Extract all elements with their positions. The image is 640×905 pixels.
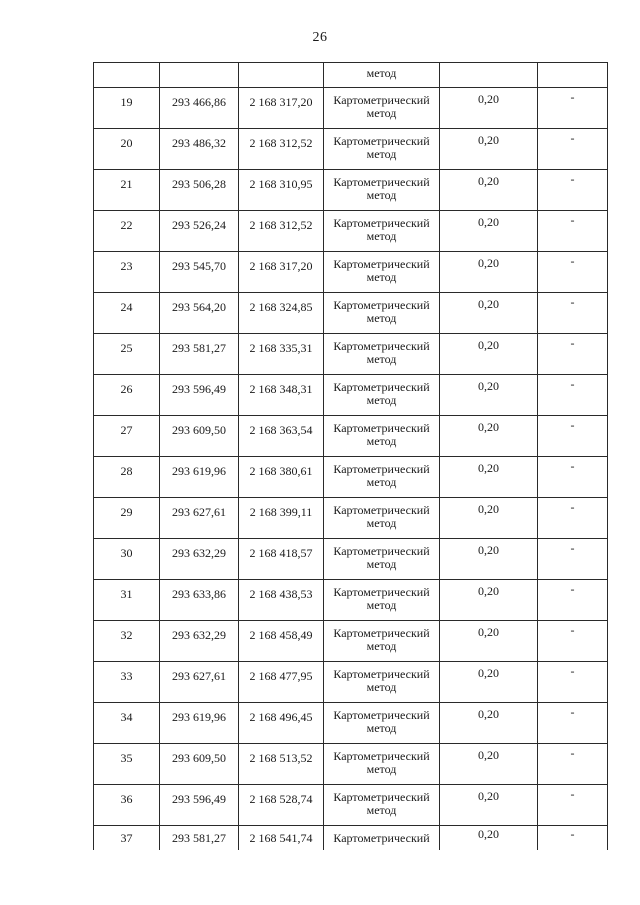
table-row [94,375,608,416]
cell-x-coordinate [160,63,239,88]
accuracy-value: 0,20 [478,379,499,393]
coordinates-table-body [94,63,608,851]
point-number: 23 [120,259,133,273]
cell-x-coordinate [160,744,239,785]
x-coordinate: 293 632,29 [172,628,226,642]
cell-method [324,539,440,580]
x-coordinate: 293 596,49 [172,792,226,806]
cell-x-coordinate [160,170,239,211]
coordinates-table [93,62,608,850]
cell-y-coordinate [239,129,324,170]
x-coordinate: 293 526,24 [172,218,226,232]
table-row [94,662,608,703]
cell-method [324,703,440,744]
table-row-continuation [94,63,608,88]
method-line-2: метод [366,270,397,284]
cell-y-coordinate [239,211,324,252]
cell-x-coordinate [160,703,239,744]
cell-accuracy [440,457,538,498]
x-coordinate: 293 633,86 [172,587,226,601]
method-line-2: метод [366,721,397,735]
description-value: - [570,787,575,801]
method-continuation-text: метод [366,66,397,80]
cell-x-coordinate [160,88,239,129]
cell-accuracy [440,785,538,826]
cell-y-coordinate [239,416,324,457]
cell-method [324,498,440,539]
method-line-2: метод [366,311,397,325]
cell-accuracy [440,621,538,662]
method-line-1: Картометрический [333,462,430,476]
cell-method [324,63,440,88]
cell-point-number [94,703,160,744]
x-coordinate: 293 627,61 [172,669,226,683]
method-line-2: метод [366,516,397,530]
cell-description [538,88,608,129]
cell-description [538,375,608,416]
accuracy-value: 0,20 [478,543,499,557]
cell-method [324,334,440,375]
y-coordinate: 2 168 310,95 [249,177,313,191]
cell-x-coordinate [160,826,239,851]
cell-accuracy [440,744,538,785]
y-coordinate: 2 168 438,53 [249,587,313,601]
cell-method [324,416,440,457]
table-row [94,744,608,785]
method-line-2: метод [366,639,397,653]
cell-point-number [94,785,160,826]
method-line-2: метод [366,762,397,776]
cell-point-number [94,88,160,129]
y-coordinate: 2 168 528,74 [249,792,313,806]
cell-y-coordinate [239,63,324,88]
cell-point-number [94,744,160,785]
table-row [94,457,608,498]
cell-accuracy [440,539,538,580]
table-row [94,539,608,580]
y-coordinate: 2 168 317,20 [249,95,313,109]
y-coordinate: 2 168 312,52 [249,218,313,232]
cell-y-coordinate [239,744,324,785]
description-value: - [570,295,575,309]
x-coordinate: 293 564,20 [172,300,226,314]
y-coordinate: 2 168 317,20 [249,259,313,273]
cell-accuracy [440,826,538,851]
table-row [94,826,608,851]
cell-point-number [94,334,160,375]
cell-y-coordinate [239,826,324,851]
cell-accuracy [440,170,538,211]
cell-y-coordinate [239,170,324,211]
y-coordinate: 2 168 324,85 [249,300,313,314]
table-row [94,580,608,621]
y-coordinate: 2 168 399,11 [249,505,313,519]
accuracy-value: 0,20 [478,748,499,762]
y-coordinate: 2 168 335,31 [249,341,313,355]
point-number: 20 [120,136,133,150]
point-number: 26 [120,382,133,396]
cell-method [324,621,440,662]
cell-accuracy [440,580,538,621]
cell-description [538,621,608,662]
cell-description [538,703,608,744]
table-row [94,621,608,662]
method-line-1: Картометрический [333,339,430,353]
table-row [94,293,608,334]
cell-y-coordinate [239,457,324,498]
accuracy-value: 0,20 [478,707,499,721]
table-row [94,416,608,457]
method-line-2: метод [366,229,397,243]
table-row [94,785,608,826]
accuracy-value: 0,20 [478,789,499,803]
point-number: 36 [120,792,133,806]
cell-x-coordinate [160,334,239,375]
y-coordinate: 2 168 348,31 [249,382,313,396]
x-coordinate: 293 619,96 [172,710,226,724]
point-number: 24 [120,300,133,314]
cell-accuracy [440,498,538,539]
method-line-2: метод [366,557,397,571]
table-row [94,129,608,170]
description-value: - [570,582,575,596]
x-coordinate: 293 596,49 [172,382,226,396]
cell-method [324,211,440,252]
y-coordinate: 2 168 363,54 [249,423,313,437]
cell-point-number [94,416,160,457]
cell-accuracy [440,88,538,129]
cell-point-number [94,539,160,580]
cell-x-coordinate [160,785,239,826]
table-row [94,88,608,129]
table-row [94,703,608,744]
cell-x-coordinate [160,498,239,539]
description-value: - [570,336,575,350]
x-coordinate: 293 545,70 [172,259,226,273]
cell-x-coordinate [160,416,239,457]
x-coordinate: 293 466,86 [172,95,226,109]
method-line-1: Картометрический [333,175,430,189]
method-line-1: Картометрический [333,626,430,640]
cell-description [538,63,608,88]
method-line-1: Картометрический [333,298,430,312]
point-number: 37 [120,831,133,845]
cell-point-number [94,129,160,170]
table-row [94,211,608,252]
cell-x-coordinate [160,293,239,334]
cell-description [538,457,608,498]
method-line-2: метод [366,147,397,161]
cell-point-number [94,63,160,88]
cell-description [538,252,608,293]
method-line-2: метод [366,393,397,407]
description-value: - [570,623,575,637]
cell-description [538,498,608,539]
method-line-2: метод [366,475,397,489]
cell-x-coordinate [160,252,239,293]
accuracy-value: 0,20 [478,666,499,680]
cell-method [324,129,440,170]
point-number: 31 [120,587,133,601]
x-coordinate: 293 632,29 [172,546,226,560]
method-line-2: метод [366,803,397,817]
cell-method [324,662,440,703]
point-number: 22 [120,218,133,232]
method-line-1: Картометрический [333,585,430,599]
cell-x-coordinate [160,621,239,662]
description-value: - [570,705,575,719]
method-line-2: метод [366,352,397,366]
cell-y-coordinate [239,539,324,580]
description-value: - [570,213,575,227]
y-coordinate: 2 168 513,52 [249,751,313,765]
cell-accuracy [440,293,538,334]
accuracy-value: 0,20 [478,338,499,352]
table-row [94,252,608,293]
cell-x-coordinate [160,375,239,416]
cell-y-coordinate [239,375,324,416]
accuracy-value: 0,20 [478,174,499,188]
method-line-1: Картометрический [333,708,430,722]
x-coordinate: 293 627,61 [172,505,226,519]
description-value: - [570,131,575,145]
cell-method [324,88,440,129]
accuracy-value: 0,20 [478,625,499,639]
cell-y-coordinate [239,88,324,129]
cell-x-coordinate [160,662,239,703]
description-value: - [570,90,575,104]
method-line-1: Картометрический [333,93,430,107]
cell-y-coordinate [239,785,324,826]
point-number: 28 [120,464,133,478]
cell-y-coordinate [239,580,324,621]
cell-point-number [94,457,160,498]
cell-method [324,580,440,621]
method-line-2: метод [366,598,397,612]
description-value: - [570,254,575,268]
x-coordinate: 293 619,96 [172,464,226,478]
cell-description [538,744,608,785]
method-line-1: Картометрический [333,544,430,558]
method-line-1: Картометрический [333,790,430,804]
cell-x-coordinate [160,129,239,170]
cell-method [324,826,440,851]
point-number: 34 [120,710,133,724]
method-line-1: Картометрический [333,503,430,517]
cell-method [324,785,440,826]
x-coordinate: 293 581,27 [172,831,226,845]
cell-x-coordinate [160,580,239,621]
y-coordinate: 2 168 418,57 [249,546,313,560]
y-coordinate: 2 168 458,49 [249,628,313,642]
method-line-1: Картометрический [333,831,430,845]
description-value: - [570,500,575,514]
page-number: 26 [312,30,328,45]
cell-y-coordinate [239,703,324,744]
cell-accuracy [440,129,538,170]
cell-y-coordinate [239,498,324,539]
y-coordinate: 2 168 496,45 [249,710,313,724]
accuracy-value: 0,20 [478,461,499,475]
point-number: 32 [120,628,133,642]
cell-x-coordinate [160,211,239,252]
table-row [94,498,608,539]
method-line-2: метод [366,188,397,202]
description-value: - [570,418,575,432]
accuracy-value: 0,20 [478,215,499,229]
description-value: - [570,827,575,841]
cell-description [538,785,608,826]
description-value: - [570,377,575,391]
cell-y-coordinate [239,662,324,703]
cell-accuracy [440,416,538,457]
cell-method [324,252,440,293]
point-number: 29 [120,505,133,519]
cell-accuracy [440,334,538,375]
description-value: - [570,541,575,555]
cell-description [538,826,608,851]
y-coordinate: 2 168 312,52 [249,136,313,150]
y-coordinate: 2 168 380,61 [249,464,313,478]
method-line-2: метод [366,434,397,448]
cell-point-number [94,211,160,252]
cell-description [538,129,608,170]
method-line-1: Картометрический [333,667,430,681]
cell-method [324,457,440,498]
cell-point-number [94,580,160,621]
cell-point-number [94,826,160,851]
table-row [94,170,608,211]
method-line-2: метод [366,680,397,694]
accuracy-value: 0,20 [478,297,499,311]
cell-y-coordinate [239,252,324,293]
point-number: 30 [120,546,133,560]
y-coordinate: 2 168 541,74 [249,831,313,845]
point-number: 19 [120,95,133,109]
x-coordinate: 293 581,27 [172,341,226,355]
cell-point-number [94,293,160,334]
cell-description [538,170,608,211]
cell-point-number [94,252,160,293]
x-coordinate: 293 506,28 [172,177,226,191]
cell-description [538,334,608,375]
cell-description [538,662,608,703]
cell-method [324,170,440,211]
cell-description [538,416,608,457]
cell-y-coordinate [239,293,324,334]
cell-point-number [94,621,160,662]
x-coordinate: 293 609,50 [172,423,226,437]
method-line-1: Картометрический [333,421,430,435]
cell-point-number [94,170,160,211]
cell-method [324,744,440,785]
accuracy-value: 0,20 [478,133,499,147]
cell-point-number [94,498,160,539]
accuracy-value: 0,20 [478,92,499,106]
method-line-1: Картометрический [333,257,430,271]
cell-description [538,211,608,252]
x-coordinate: 293 609,50 [172,751,226,765]
x-coordinate: 293 486,32 [172,136,226,150]
cell-accuracy [440,63,538,88]
accuracy-value: 0,20 [478,502,499,516]
cell-description [538,539,608,580]
point-number: 35 [120,751,133,765]
method-line-2: метод [366,106,397,120]
cell-x-coordinate [160,539,239,580]
method-line-1: Картометрический [333,134,430,148]
cell-description [538,580,608,621]
cell-description [538,293,608,334]
cell-x-coordinate [160,457,239,498]
point-number: 25 [120,341,133,355]
cell-accuracy [440,252,538,293]
method-line-1: Картометрический [333,749,430,763]
cell-accuracy [440,375,538,416]
cell-y-coordinate [239,621,324,662]
accuracy-value: 0,20 [478,827,499,841]
description-value: - [570,746,575,760]
cell-accuracy [440,211,538,252]
method-line-1: Картометрический [333,216,430,230]
accuracy-value: 0,20 [478,420,499,434]
cell-method [324,293,440,334]
accuracy-value: 0,20 [478,584,499,598]
point-number: 27 [120,423,133,437]
cell-accuracy [440,703,538,744]
point-number: 33 [120,669,133,683]
description-value: - [570,664,575,678]
cell-y-coordinate [239,334,324,375]
cell-point-number [94,662,160,703]
cell-method [324,375,440,416]
table-row [94,334,608,375]
description-value: - [570,172,575,186]
y-coordinate: 2 168 477,95 [249,669,313,683]
point-number: 21 [120,177,133,191]
method-line-1: Картометрический [333,380,430,394]
cell-point-number [94,375,160,416]
accuracy-value: 0,20 [478,256,499,270]
cell-accuracy [440,662,538,703]
description-value: - [570,459,575,473]
